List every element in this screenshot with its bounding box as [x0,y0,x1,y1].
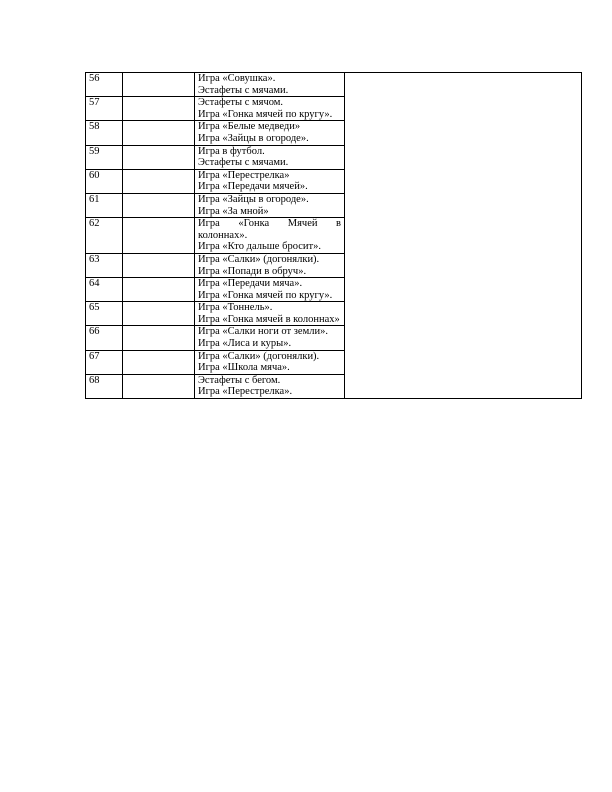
lesson-date-cell [123,97,195,121]
lesson-number-cell: 56 [86,73,123,97]
lesson-date-cell [123,326,195,350]
lesson-activity-text: Игра «Гонка мячей по кругу». [198,289,333,301]
lesson-activity-text: Игра «Гонка Мячей в колоннах». [198,218,341,241]
lesson-number-cell: 62 [86,218,123,254]
lesson-activity-text: Игра «Тоннель». [198,302,273,314]
lesson-content-cell [195,350,345,374]
lesson-date-cell [123,350,195,374]
lesson-content-cell [195,302,345,326]
lesson-date-cell [123,218,195,254]
lesson-date-cell [123,169,195,193]
lesson-content-cell [195,73,345,97]
lesson-date-cell [123,145,195,169]
lesson-number-cell: 58 [86,121,123,145]
lesson-number-cell: 65 [86,302,123,326]
lesson-number-cell: 59 [86,145,123,169]
lesson-number-cell: 63 [86,253,123,277]
notes-cell [345,73,582,399]
lesson-content-cell [195,218,345,254]
lesson-content-cell [195,145,345,169]
lesson-activity-text: Эстафеты с мячом. [198,97,284,109]
lesson-activity-text: Игра в футбол. [198,145,265,157]
lesson-date-cell [123,253,195,277]
lesson-activity-text: Игра «Салки» (догонялки). [198,350,320,362]
lesson-number-cell: 68 [86,374,123,398]
lesson-activity-text: Игра «Перестрелка». [198,386,293,398]
lesson-number-cell: 64 [86,278,123,302]
lesson-activity-text: Игра «Гонка мячей по кругу». [198,108,333,120]
lesson-number-cell: 67 [86,350,123,374]
lesson-activity-text: Игра «Перестрелка» [198,169,290,181]
lesson-activity-text: Игра «Передачи мячей». [198,181,308,193]
lesson-content-cell [195,121,345,145]
lesson-activity-text: Игра «Салки» (догонялки). [198,253,320,265]
lesson-content-cell [195,253,345,277]
lesson-activity-text: Игра «Белые медведи» [198,121,301,133]
lesson-activity-text: Эстафеты с бегом. [198,374,281,386]
lesson-activity-text: Эстафеты с мячами. [198,84,289,96]
lesson-activity-text: Игра «Попади в обруч». [198,265,307,277]
lesson-date-cell [123,278,195,302]
lesson-date-cell [123,374,195,398]
lesson-activity-text: Игра «Зайцы в огороде». [198,132,309,144]
lesson-number-cell: 57 [86,97,123,121]
lesson-content-cell [195,278,345,302]
lesson-activity-text: Игра «За мной» [198,205,269,217]
lesson-plan-body [86,73,582,399]
lesson-activity-text: Игра «Гонка мячей в колоннах» [198,313,340,325]
lesson-activity-text: Игра «Салки ноги от земли». [198,326,328,338]
lesson-plan-table [85,72,582,399]
lesson-activity-text: Игра «Совушка». [198,73,276,84]
lesson-activity-text: Эстафеты с мячами. [198,157,289,169]
lesson-content-cell [195,193,345,217]
table-row [86,73,582,97]
lesson-date-cell [123,73,195,97]
lesson-date-cell [123,193,195,217]
lesson-number-cell: 61 [86,193,123,217]
lesson-activity-text: Игра «Зайцы в огороде». [198,193,309,205]
lesson-activity-text: Игра «Передачи мяча». [198,278,303,290]
lesson-content-cell [195,326,345,350]
lesson-content-cell [195,374,345,398]
lesson-activity-text: Игра «Лиса и куры». [198,338,292,350]
lesson-activity-text: Игра «Кто дальше бросит». [198,241,321,253]
lesson-activity-text: Игра «Школа мяча». [198,362,290,374]
lesson-date-cell [123,121,195,145]
lesson-number-cell: 66 [86,326,123,350]
lesson-content-cell [195,169,345,193]
lesson-number-cell: 60 [86,169,123,193]
lesson-content-cell [195,97,345,121]
lesson-date-cell [123,302,195,326]
